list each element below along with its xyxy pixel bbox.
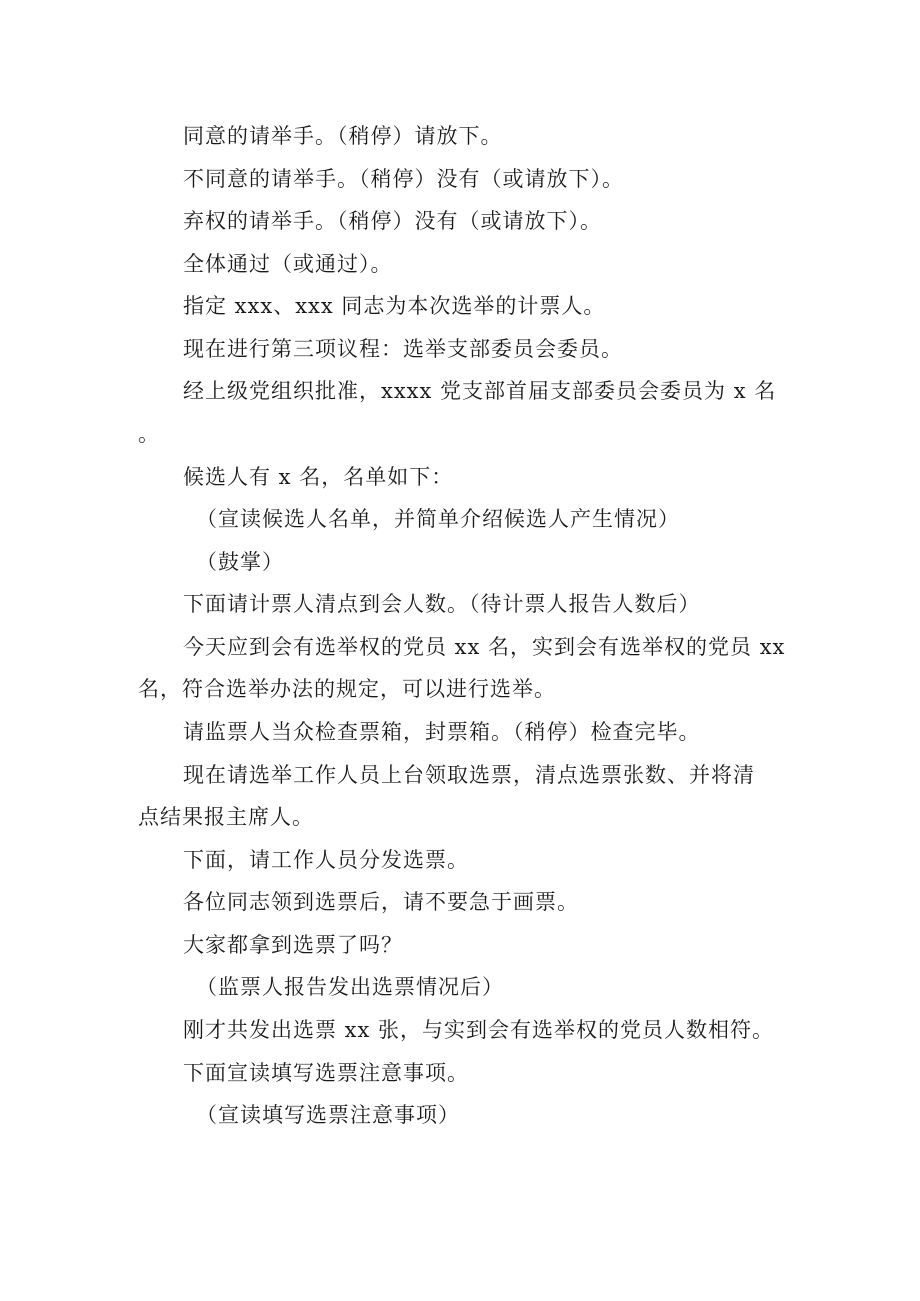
- paragraph-line: 不同意的请举手。（稍停）没有（或请放下）。: [183, 167, 624, 191]
- paragraph-line: 各位同志领到选票后，请不要急于画票。: [183, 890, 579, 914]
- paragraph-line: 现在请选举工作人员上台领取选票，清点选票张数、并将清: [183, 763, 755, 787]
- paragraph-line: 弃权的请举手。（稍停）没有（或请放下）。: [183, 209, 602, 233]
- paragraph-line: 经上级党组织批准，xxxx 党支部首届支部委员会委员为 x 名: [183, 379, 777, 403]
- paragraph-line: 名，符合选举办法的规定，可以进行选举。: [138, 677, 556, 701]
- paragraph-line: 全体通过（或通过）。: [183, 252, 393, 276]
- paragraph-line: 指定 xxx、xxx 同志为本次选举的计票人。: [183, 294, 606, 318]
- paragraph-line: 下面，请工作人员分发选票。: [183, 848, 469, 872]
- paragraph-line: （宣读候选人名单，并简单介绍候选人产生情况）: [196, 507, 680, 531]
- paragraph-line: （鼓掌）: [196, 550, 284, 574]
- paragraph-line: 请监票人当众检查票箱，封票箱。（稍停）检查完毕。: [183, 720, 701, 744]
- paragraph-line: （宣读填写选票注意事项）: [196, 1103, 460, 1127]
- paragraph-line: 下面请计票人清点到会人数。（待计票人报告人数后）: [183, 592, 701, 616]
- paragraph-line: 刚才共发出选票 xx 张，与实到会有选举权的党员人数相符。: [183, 1018, 775, 1042]
- paragraph-line: 今天应到会有选举权的党员 xx 名，实到会有选举权的党员 xx: [183, 635, 786, 659]
- paragraph-line: 点结果报主席人。: [138, 805, 314, 829]
- paragraph-line: 同意的请举手。（稍停）请放下。: [183, 124, 503, 148]
- paragraph-line: 现在进行第三项议程：选举支部委员会委员。: [183, 337, 623, 361]
- paragraph-line: （监票人报告发出选票情况后）: [196, 975, 504, 999]
- paragraph-line: 下面宣读填写选票注意事项。: [183, 1061, 469, 1085]
- paragraph-line: 候选人有 x 名，名单如下：: [183, 465, 454, 489]
- paragraph-line: 。: [138, 422, 160, 446]
- paragraph-line: 大家都拿到选票了吗？: [183, 933, 403, 957]
